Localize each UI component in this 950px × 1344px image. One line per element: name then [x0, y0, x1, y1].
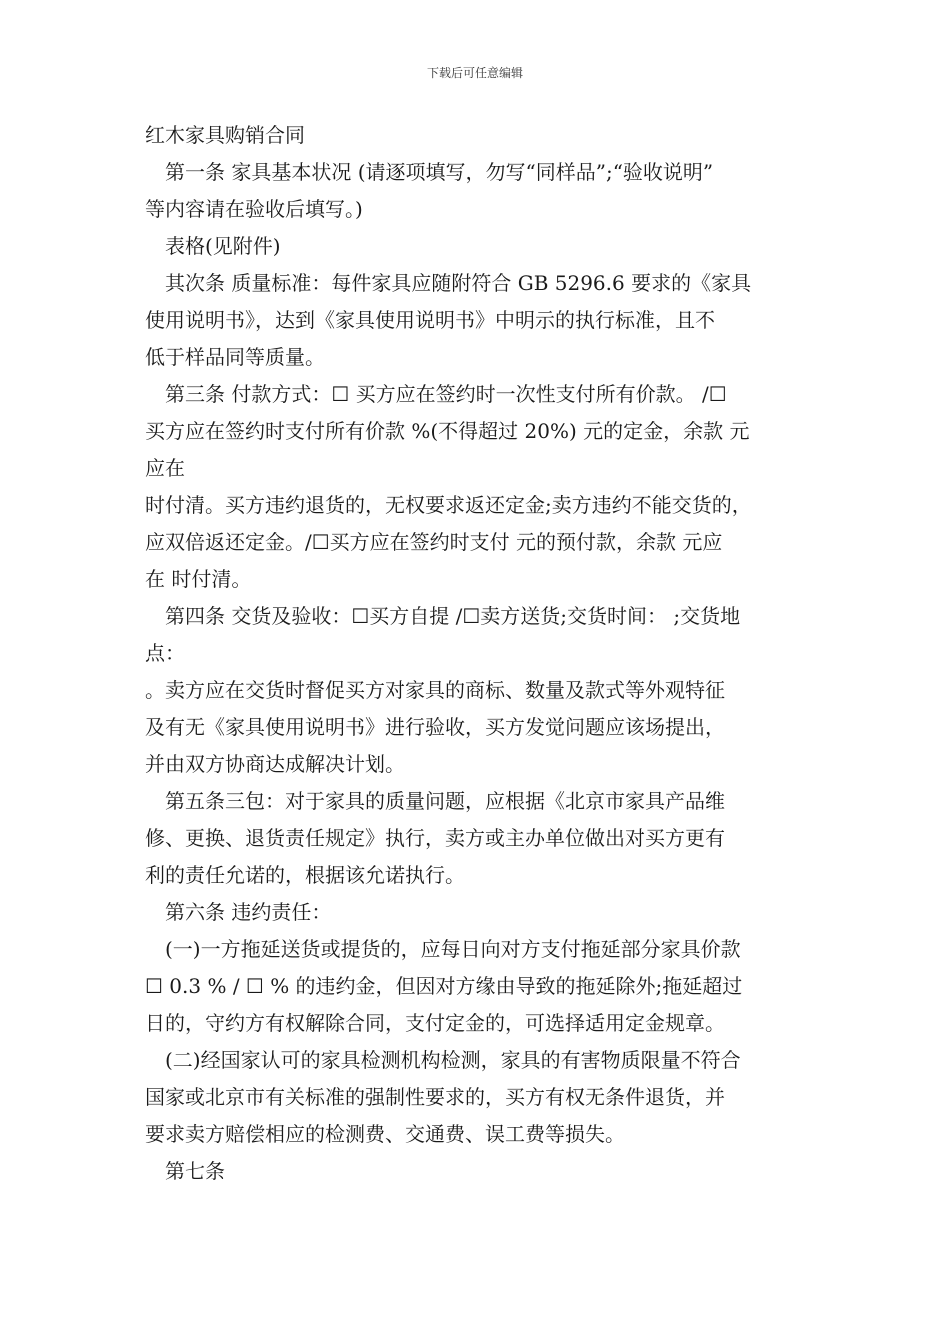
text-line: 等内容请在验收后填写。) [145, 197, 363, 221]
text-line: 。卖方应在交货时督促买方对家具的商标、数量及款式等外观特征 [145, 678, 725, 702]
header-note: 下载后可任意编辑 [426, 66, 523, 80]
text-line: 在 时付清。 [145, 567, 252, 591]
text-line: ☐ 0.3 % / ☐ % 的违约金，但因对方缘由导致的拖延除外;拖延超过 [145, 974, 743, 998]
document-title: 红木家具购销合同 [145, 123, 305, 147]
text-line: 其次条 质量标准：每件家具应随附符合 GB 5296.6 要求的《家具 [165, 271, 752, 295]
text-line: 应在 [145, 456, 185, 480]
text-line: 国家或北京市有关标准的强制性要求的，买方有权无条件退货，并 [145, 1085, 725, 1109]
text-line: (一)一方拖延送货或提货的，应每日向对方支付拖延部分家具价款 [165, 937, 741, 961]
text-line: (二)经国家认可的家具检测机构检测，家具的有害物质限量不符合 [165, 1048, 741, 1072]
text-line: 第四条 交货及验收：☐买方自提 /☐卖方送货;交货时间： ;交货地 [165, 604, 741, 628]
text-line: 及有无《家具使用说明书》进行验收，买方发觉问题应该场提出， [145, 715, 725, 739]
document-body [145, 117, 815, 1190]
text-line: 并由双方协商达成解决计划。 [145, 752, 405, 776]
text-line: 买方应在签约时支付所有价款 %(不得超过 20%) 元的定金，余款 元 [145, 419, 750, 443]
text-line: 表格(见附件) [165, 234, 281, 258]
text-line: 低于样品同等质量。 [145, 345, 325, 369]
text-line: 第五条三包：对于家具的质量问题，应根据《北京市家具产品维 [165, 789, 725, 813]
text-line: 第一条 家具基本状况 (请逐项填写，勿写“同样品”;“验收说明” [165, 160, 714, 184]
text-line: 第六条 违约责任： [165, 900, 332, 924]
text-line: 使用说明书》，达到《家具使用说明书》中明示的执行标准，且不 [145, 308, 715, 332]
text-line: 第七条 [165, 1159, 225, 1183]
text-line: 利的责任允诺的，根据该允诺执行。 [145, 863, 465, 887]
text-line: 日的，守约方有权解除合同，支付定金的，可选择适用定金规章。 [145, 1011, 725, 1035]
text-line: 点： [145, 641, 185, 665]
text-line: 时付清。买方违约退货的，无权要求返还定金;卖方违约不能交货的， [145, 493, 752, 517]
text-line: 修、更换、退货责任规定》执行，卖方或主办单位做出对买方更有 [145, 826, 725, 850]
text-line: 应双倍返还定金。/☐买方应在签约时支付 元的预付款，余款 元应 [145, 530, 723, 554]
text-line: 第三条 付款方式：☐ 买方应在签约时一次性支付所有价款。 /☐ [165, 382, 727, 406]
text-line: 要求卖方赔偿相应的检测费、交通费、误工费等损失。 [145, 1122, 625, 1146]
